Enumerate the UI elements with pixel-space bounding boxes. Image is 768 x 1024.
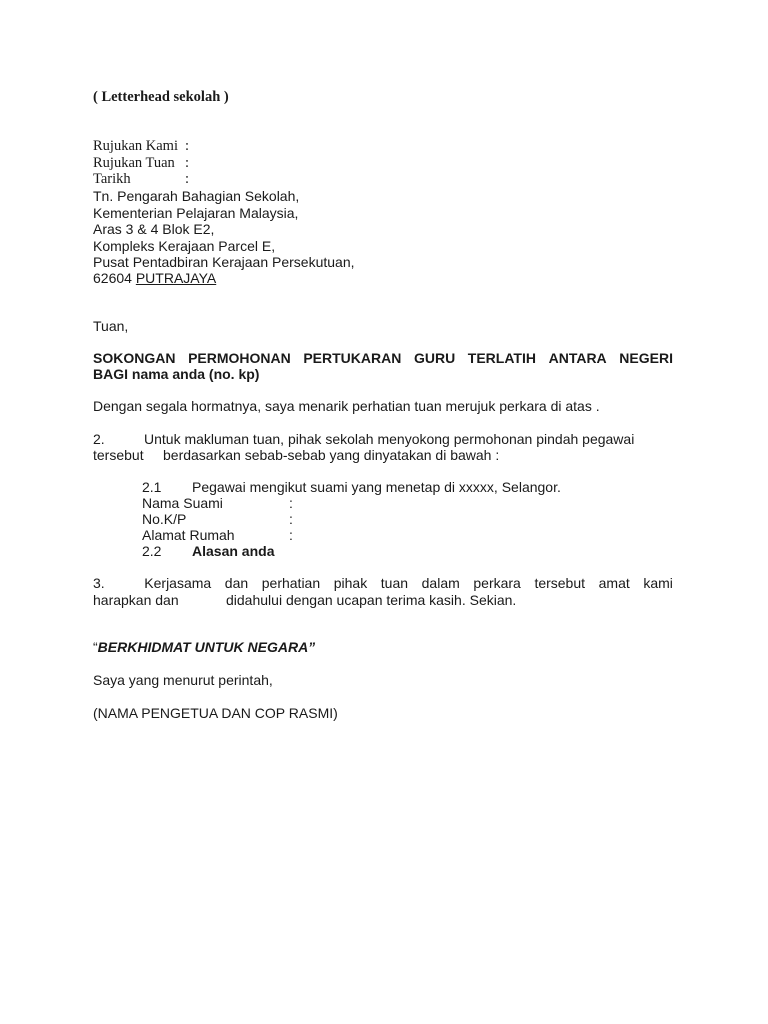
subject-word: NEGERI [619, 350, 673, 366]
motto-open-quote: “ [93, 639, 98, 655]
paragraph-3-line-2-b: didahului dengan ucapan terima kasih. Sekian. [226, 592, 517, 608]
address-line-2: Kementerian Pelajaran Malaysia, [93, 205, 299, 221]
tarikh-label: Tarikh [93, 171, 131, 187]
address-line-5: Pusat Pentadbiran Kerajaan Persekutuan, [93, 254, 355, 270]
address-postcode: 62604 [93, 270, 132, 286]
rujukan-kami-colon: : [185, 138, 190, 154]
closing: Saya yang menurut perintah, [93, 672, 273, 688]
ref-rujukan-tuan [93, 155, 189, 171]
paragraph-2-line-1 [93, 431, 634, 447]
salutation: Tuan, [93, 318, 129, 334]
field-alamat-rumah [142, 527, 293, 543]
ref-rujukan-kami [93, 138, 189, 154]
address-line-4: Kompleks Kerajaan Parcel E, [93, 238, 276, 254]
letterhead-placeholder: ( Letterhead sekolah ) [93, 89, 229, 105]
subject-word: SOKONGAN [93, 350, 176, 366]
paragraph-3-word: tuan [380, 575, 409, 591]
paragraph-2-number: 2. [93, 431, 105, 447]
paragraph-3-word: Kerjasama [144, 575, 212, 591]
subject-line-1 [93, 350, 673, 366]
motto-text: BERKHIDMAT UNTUK NEGARA” [97, 639, 316, 655]
nama-suami-colon: : [289, 495, 293, 511]
field-nama-suami [142, 495, 293, 511]
nama-suami-label: Nama Suami [142, 495, 223, 511]
item-2-1-text: Pegawai mengikut suami yang menetap di xxxxx, Selangor. [192, 479, 561, 495]
paragraph-1: Dengan segala hormatnya, saya menarik perhatian tuan merujuk perkara di atas . [93, 398, 600, 414]
paragraph-2-line-2-b: berdasarkan sebab-sebab yang dinyatakan di bawah : [163, 447, 500, 463]
rujukan-tuan-colon: : [185, 155, 190, 171]
item-2-1 [142, 479, 561, 495]
paragraph-2-line-2 [93, 447, 499, 463]
ref-tarikh [93, 171, 189, 187]
paragraph-3-word: perhatian [261, 575, 321, 591]
subject-word: ANTARA [548, 350, 607, 366]
paragraph-3-line-1 [93, 575, 673, 591]
subject-word: GURU [413, 350, 456, 366]
paragraph-3-word: amat [598, 575, 630, 591]
subject-word: TERLATIH [467, 350, 536, 366]
signature-block: (NAMA PENGETUA DAN COP RASMI) [93, 705, 338, 721]
paragraph-3-number: 3. [93, 575, 105, 591]
paragraph-3-word: dan [224, 575, 249, 591]
paragraph-2-text: Untuk makluman tuan, pihak sekolah menyokong permohonan pindah pegawai [144, 431, 635, 447]
alamat-rumah-colon: : [289, 527, 293, 543]
address-postcode-city [93, 270, 216, 286]
nokp-label: No.K/P [142, 511, 187, 527]
nokp-colon: : [289, 511, 293, 527]
address-line-3: Aras 3 & 4 Blok E2, [93, 221, 215, 237]
item-2-2-number: 2.2 [142, 543, 162, 559]
paragraph-2-line-2-a: tersebut [93, 447, 144, 463]
alamat-rumah-label: Alamat Rumah [142, 527, 235, 543]
item-2-1-number: 2.1 [142, 479, 162, 495]
subject-word: PERTUKARAN [303, 350, 402, 366]
paragraph-3-word: kami [643, 575, 673, 591]
subject-word: PERMOHONAN [188, 350, 291, 366]
paragraph-3-word: tersebut [534, 575, 586, 591]
paragraph-3-word: dalam [421, 575, 460, 591]
rujukan-tuan-label: Rujukan Tuan [93, 155, 175, 171]
address-city: PUTRAJAYA [135, 270, 217, 286]
paragraph-3-line-2 [93, 592, 516, 608]
paragraph-3-word: pihak [333, 575, 368, 591]
paragraph-3-word: perkara [473, 575, 521, 591]
address-line-1: Tn. Pengarah Bahagian Sekolah, [93, 188, 300, 204]
motto [93, 639, 315, 655]
item-2-2-text: Alasan anda [192, 543, 275, 559]
rujukan-kami-label: Rujukan Kami [93, 138, 178, 154]
subject-line-2: BAGI nama anda (no. kp) [93, 366, 260, 382]
item-2-2 [142, 543, 274, 559]
field-nokp [142, 511, 293, 527]
tarikh-colon: : [185, 171, 190, 187]
paragraph-3-line-2-a: harapkan dan [93, 592, 179, 608]
